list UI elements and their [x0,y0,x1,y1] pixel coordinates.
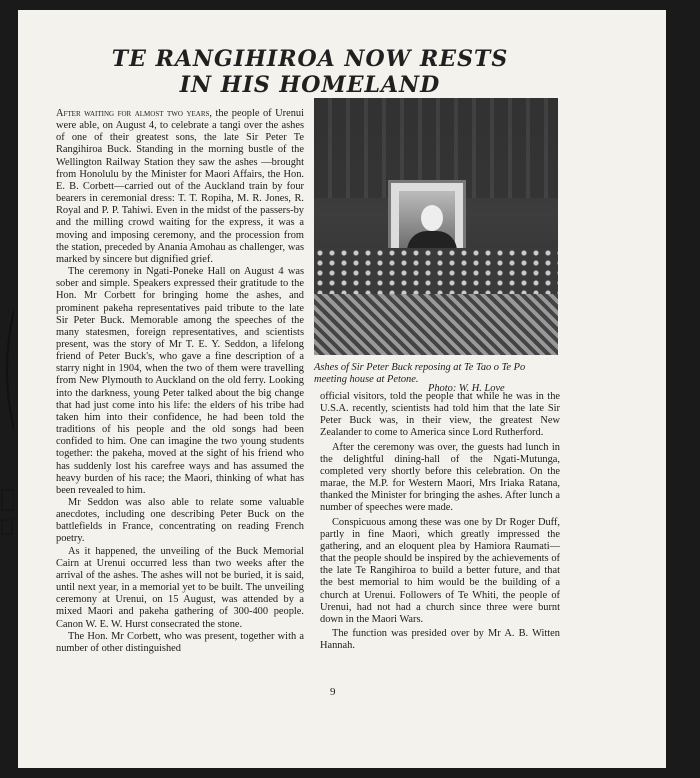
floral-wreaths [314,248,558,298]
title-line-1: TE RANGIHIROA NOW RESTS [111,46,509,72]
paragraph: After the ceremony was over, the guests had lunch in the delightful dining-hall of the Ngati-Mutunga, completed very shortly before this celebration. On the marae, the M.P. for Western Maori, Mrs Iriaka Ratana, thanked the Minister for bringing the ashes. After lunch a number of speeches were made. [320,441,560,514]
patterned-cloth [314,294,558,355]
photo-credit: Photo: W. H. Love [428,383,505,394]
article-photo [314,98,558,355]
paragraph-text: the people of Urenui were able, on August 4, to celebrate a tangi over the ashes of one of their greatest sons, the late Sir Peter Te Rangihiroa Buck. Standing in the morning bustle of the Wellington Railway Station they saw the ashes —brought from Honolulu by the Minister for Maori Affairs, the Hon. E. B. Corbett—carried out of the Auckland train by four bearers in ceremonial dress: T. T. Ropiha, M. R. Jones, R. Royal and P. P. Tahiwi. Even in the midst of the passers-by and the milling crowd waiting for the express, it was a moving and imposing ceremony, and the procession from the station, preceded by Anania Amohau as challenger, was marked by sincere but dignified grief. [56,108,305,265]
paragraph: The function was presided over by Mr A. B. Witten Hannah. [320,627,560,652]
paragraph: As it happened, the unveiling of the Buck Memorial Cairn at Urenui occurred less than two weeks after the arrival of the ashes. The ashes will not be buried, it is said, until next year, in a memorial yet to be built. The unveiling ceremony at Urenui, on 15 August, was attended by a mixed Maori and pakeha gathering of 300-400 people. Canon W. E. W. Hurst consecrated the stone. [56,545,304,630]
photo-caption: Ashes of Sir Peter Buck reposing at Te Tao o Te Po meeting house at Petone. [314,362,526,385]
right-column [320,391,560,652]
lead-in: After waiting for almost two years, [56,108,213,119]
paragraph: official visitors, told the people that while he was in the U.S.A. recently, scientists had told him that the late Sir Peter Buck was, in their view, the greatest New Zealander to come to America since Lord Rutherford. [320,391,560,439]
paragraph: Conspicuous among these was one by Dr Roger Duff, partly in fine Maori, which greatly impressed the gathering, and an eloquent plea by Hamiora Raumati—that the people should be inspired by the achievements of the late Te Rangihiroa to build a better future, and that the best memorial to him would be the building of a church at Urenui. Followers of Te Whiti, the people of Urenui, had not had a church since three were burnt down in the Maori Wars. [320,516,560,625]
page-number: 9 [330,686,336,698]
paragraph: Mr Seddon was also able to relate some valuable anecdotes, including one describing Peter Buck on the battlefields in France, concentrating on reading French poetry. [56,497,304,545]
paragraph: The ceremony in Ngati-Poneke Hall on August 4 was sober and simple. Speakers expressed their gratitude to the Hon. Mr Corbett for bringing home the ashes, and prominent pakeha representatives paid tribute to the late Sir Peter Buck. Memorable among the speeches of the many statesmen, foreign representatives, and scientists present, was the story of Mr T. E. Y. Seddon, a lifelong friend of Peter Buck's, who gave a fine description of a starry night in 1904, when the two of them were travelling from New Plymouth to Auckland on the old ferry. Looking into the darkness, young Peter talked about the big change that had just come into his life: the elders of his tribe had taken him into their confidence, he had been told the traditions of his people and the old songs had been confided to him. One can imagine the two young students together: the pakeha, moved at the sight of his friend who has suddenly lost his carefree ways and has assumed the heavy burden of his race; the Maori, thinking of what has been revealed to him. [56,266,304,496]
title-line-2: IN HIS HOMELAND [179,72,441,98]
portrait-head [421,205,443,231]
paragraph: The Hon. Mr Corbett, who was present, together with a number of other distinguished [56,630,304,654]
page-binding-decoration [0,110,14,630]
left-column [56,108,304,655]
article-title [60,46,560,98]
paragraph [56,108,304,266]
